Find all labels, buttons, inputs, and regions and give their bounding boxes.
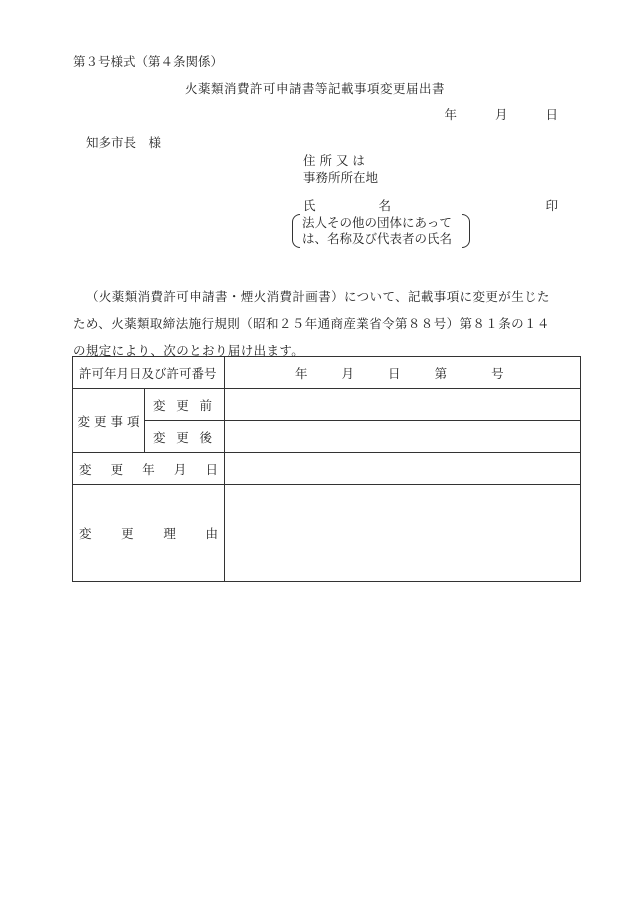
date-day: 日: [545, 107, 558, 122]
before-label-cell: [145, 389, 225, 421]
permit-month: 月: [341, 365, 355, 381]
reason-char-3: 理: [163, 526, 176, 541]
permit-day: 日: [388, 365, 401, 381]
bracket-line-1: 法人その他の団体にあって: [302, 215, 452, 230]
after-value-cell[interactable]: [225, 421, 581, 453]
change-date-char-3: 年: [142, 461, 155, 477]
seal-mark: 印: [545, 198, 558, 213]
name-label-left: 氏: [303, 198, 316, 213]
body-line-1: （火薬類消費許可申請書・煙火消費計画書）について、記載事項に変更が生じた: [86, 289, 550, 304]
permit-row: [73, 357, 581, 389]
left-bracket: [292, 214, 300, 248]
before-char-3: 前: [199, 397, 213, 413]
corporate-note-bracket: [292, 214, 470, 248]
name-row: [303, 200, 558, 213]
reason-char-4: 由: [205, 526, 218, 541]
submission-date: [445, 109, 558, 122]
date-month: 月: [495, 107, 508, 122]
body-line-3: の規定により、次のとおり届け出ます。: [73, 343, 305, 358]
form-number: 第３号様式（第４条関係）: [73, 54, 224, 69]
before-value-cell[interactable]: [225, 389, 581, 421]
after-char-1: 変: [153, 429, 166, 445]
change-items-cell: [73, 389, 145, 453]
date-year: 年: [444, 107, 458, 122]
address-label-2: 事務所所在地: [303, 170, 379, 185]
before-char-1: 変: [153, 397, 166, 413]
permit-dai: 第: [434, 365, 448, 381]
change-items-label: 変 更 事 項: [77, 413, 140, 429]
after-label-cell: [145, 421, 225, 453]
change-date-label-cell: [73, 453, 225, 485]
document-title: 火薬類消費許可申請書等記載事項変更届出書: [184, 81, 445, 96]
reason-char-1: 変: [79, 526, 92, 541]
reason-char-2: 更: [121, 526, 134, 541]
permit-value-cell[interactable]: [225, 357, 581, 389]
permit-go: 号: [491, 365, 504, 381]
body-paragraph: [73, 283, 583, 364]
permit-label-cell: [73, 357, 225, 389]
change-form-table: [72, 356, 581, 582]
permit-year: 年: [295, 365, 308, 381]
before-row: [73, 389, 581, 421]
change-date-char-1: 変: [79, 461, 92, 477]
change-reason-row: [73, 485, 581, 582]
after-char-2: 更: [176, 429, 189, 445]
body-line-2: ため、火薬類取締法施行規則（昭和２５年通商産業省令第８８号）第８１条の１４: [73, 316, 550, 331]
before-char-2: 更: [176, 397, 189, 413]
address-label-1: 住 所 又 は: [303, 153, 365, 168]
change-date-row: [73, 453, 581, 485]
change-reason-value-cell[interactable]: [225, 485, 581, 582]
change-date-char-2: 更: [110, 461, 124, 477]
permit-label: 許可年月日及び許可番号: [79, 365, 217, 381]
right-bracket: [462, 214, 470, 248]
bracket-line-2: は、名称及び代表者の氏名: [302, 231, 453, 246]
change-date-char-4: 月: [173, 461, 187, 477]
name-label-right: 名: [378, 198, 391, 213]
after-char-3: 後: [199, 429, 213, 445]
change-reason-label-cell: [73, 485, 225, 582]
after-row: [73, 421, 581, 453]
addressee: 知多市長 様: [86, 135, 162, 150]
change-date-value-cell[interactable]: [225, 453, 581, 485]
change-date-char-5: 日: [205, 461, 219, 477]
